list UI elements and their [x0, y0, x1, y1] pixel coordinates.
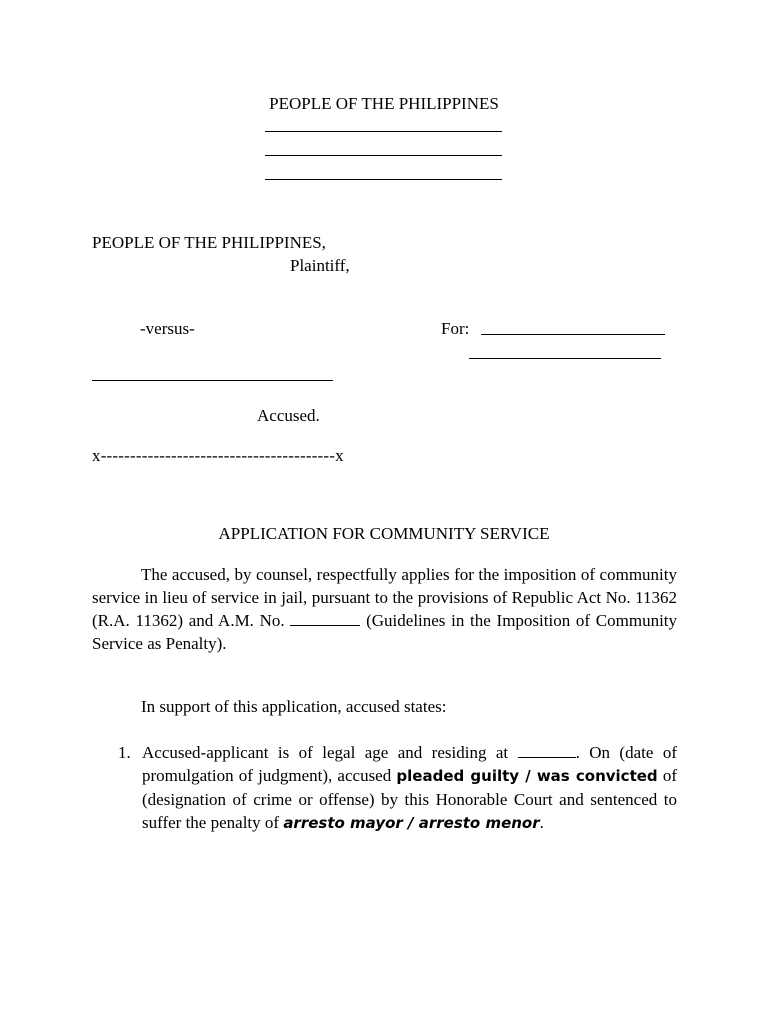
document-heading: APPLICATION FOR COMMUNITY SERVICE	[218, 524, 550, 543]
list-item-number: 1.	[118, 743, 131, 762]
caption-separator: x----------------------------------------x	[92, 446, 344, 465]
for-label: For:	[441, 319, 470, 338]
court-blank-line-2	[265, 155, 502, 156]
accused-label: Accused.	[257, 406, 320, 425]
item-text-a: Accused-applicant is of legal age and residing at	[142, 743, 509, 762]
intro-text-before-blank: The accused, by counsel, respectfully applies for the imposition of community service in lieu of service in jail, pursuant to the provisions of Republic Act No. 11362 (R.A. 11362) and A.M. No.	[92, 565, 677, 630]
plea-emphasis: pleaded guilty / was convicted	[396, 767, 658, 785]
item-text-b: . On (date of promulgation of judgment), accused	[142, 743, 677, 785]
plaintiff-label: Plaintiff,	[290, 256, 350, 275]
item-text-c: of (designation of crime or offense) by this Honorable Court and sentenced to suffer the penalty of	[142, 766, 678, 832]
court-title: PEOPLE OF THE PHILIPPINES	[269, 94, 499, 113]
accused-name-blank-line	[92, 380, 333, 381]
plaintiff-party-name: PEOPLE OF THE PHILIPPINES,	[92, 233, 326, 252]
offense-blank-line-1	[481, 334, 665, 335]
court-blank-line-3	[265, 179, 502, 180]
versus-label: -versus-	[140, 319, 195, 338]
offense-blank-line-2	[469, 358, 661, 359]
support-statement: In support of this application, accused states:	[141, 697, 447, 716]
penalty-emphasis: arresto mayor / arresto menor	[283, 814, 540, 832]
residence-blank	[518, 743, 576, 758]
intro-paragraph	[92, 563, 677, 655]
list-item-text	[142, 741, 677, 835]
item-text-d: .	[539, 813, 544, 832]
am-number-blank	[290, 611, 360, 626]
court-blank-line-1	[265, 131, 502, 132]
intro-text-after-blank: (Guidelines in the Imposition of Community Service as Penalty).	[92, 611, 678, 653]
